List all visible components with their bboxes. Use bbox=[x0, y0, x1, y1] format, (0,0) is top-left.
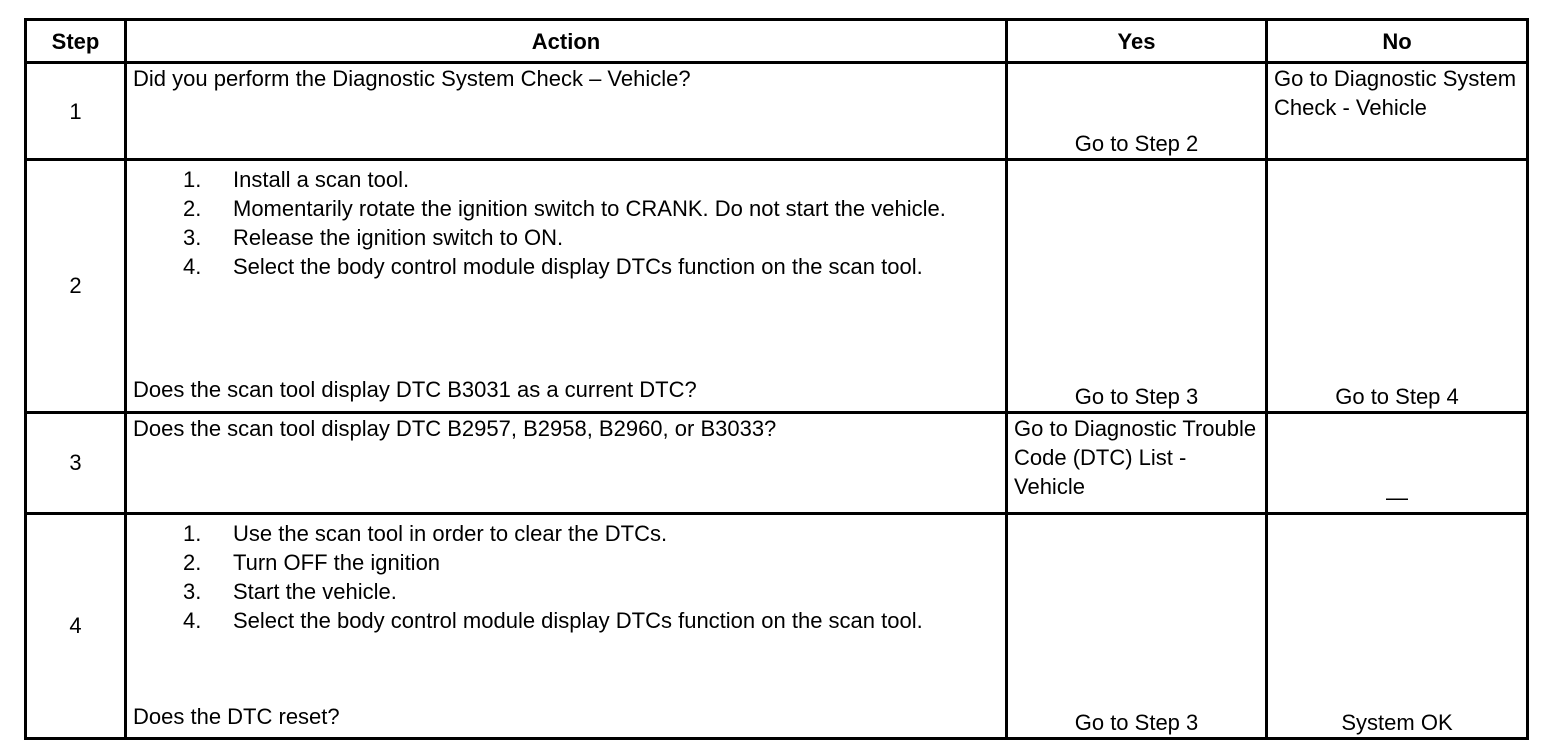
header-no: No bbox=[1267, 20, 1528, 63]
action-cell bbox=[126, 160, 1007, 412]
step-number: 1 bbox=[26, 63, 126, 160]
header-yes: Yes bbox=[1007, 20, 1267, 63]
list-number: 2. bbox=[183, 549, 202, 575]
action-question: Does the scan tool display DTC B3031 as a current DTC? bbox=[133, 377, 697, 403]
list-item bbox=[133, 223, 993, 252]
instruction-text: Momentarily rotate the ignition switch to CRANK. Do not start the vehicle. bbox=[233, 196, 946, 222]
list-item bbox=[133, 165, 993, 194]
table-row bbox=[26, 160, 1528, 412]
list-item bbox=[133, 548, 993, 577]
list-item bbox=[133, 194, 993, 223]
list-number: 3. bbox=[183, 225, 202, 251]
instruction-list bbox=[133, 515, 999, 635]
action-question: Does the scan tool display DTC B2957, B2958, B2960, or B3033? bbox=[126, 412, 1007, 513]
list-number: 2. bbox=[183, 196, 202, 222]
step-number: 2 bbox=[26, 160, 126, 412]
list-number: 1. bbox=[183, 520, 202, 546]
no-result: — bbox=[1267, 412, 1528, 513]
action-cell bbox=[126, 513, 1007, 738]
no-result: Go to Diagnostic System Check - Vehicle bbox=[1267, 63, 1528, 160]
list-number: 4. bbox=[183, 607, 202, 633]
instruction-text: Use the scan tool in order to clear the DTCs. bbox=[233, 520, 668, 546]
list-item bbox=[133, 252, 993, 281]
no-result: Go to Step 4 bbox=[1267, 160, 1528, 412]
list-item bbox=[133, 519, 993, 548]
instruction-text: Select the body control module display DTCs function on the scan tool. bbox=[233, 607, 923, 633]
list-number: 3. bbox=[183, 578, 202, 604]
yes-result: Go to Step 3 bbox=[1007, 160, 1267, 412]
instruction-text: Select the body control module display DTCs function on the scan tool. bbox=[233, 254, 923, 280]
instruction-text: Start the vehicle. bbox=[233, 578, 397, 604]
step-number: 3 bbox=[26, 412, 126, 513]
list-item bbox=[133, 606, 993, 635]
yes-result: Go to Step 2 bbox=[1007, 63, 1267, 160]
list-number: 4. bbox=[183, 254, 202, 280]
table-row bbox=[26, 63, 1528, 160]
instruction-list bbox=[133, 161, 999, 281]
step-number: 4 bbox=[26, 513, 126, 738]
action-question: Did you perform the Diagnostic System Check – Vehicle? bbox=[126, 63, 1007, 160]
header-row bbox=[26, 20, 1528, 63]
instruction-text: Turn OFF the ignition bbox=[233, 549, 441, 575]
table-row bbox=[26, 513, 1528, 738]
no-result: System OK bbox=[1267, 513, 1528, 738]
list-item bbox=[133, 577, 993, 606]
yes-result: Go to Step 3 bbox=[1007, 513, 1267, 738]
table-row bbox=[26, 412, 1528, 513]
list-number: 1. bbox=[183, 167, 202, 193]
instruction-text: Install a scan tool. bbox=[233, 167, 410, 193]
diagnostic-table bbox=[24, 18, 1529, 740]
yes-result: Go to Diagnostic Trouble Code (DTC) List - Vehicle bbox=[1007, 412, 1267, 513]
action-question: Does the DTC reset? bbox=[133, 703, 340, 729]
header-action: Action bbox=[126, 20, 1007, 63]
header-step: Step bbox=[26, 20, 126, 63]
instruction-text: Release the ignition switch to ON. bbox=[233, 225, 564, 251]
